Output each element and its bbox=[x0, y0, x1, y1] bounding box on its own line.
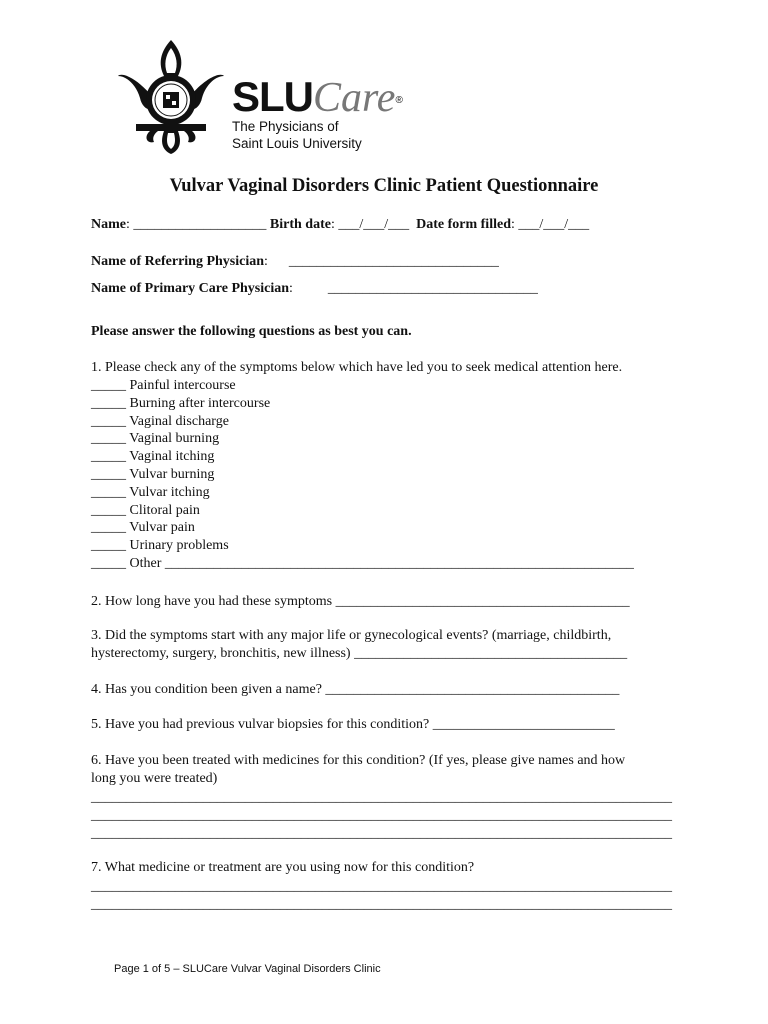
referring-physician-field[interactable]: : ______________________________ bbox=[264, 254, 499, 269]
symptom-item[interactable]: _____ Vaginal burning bbox=[91, 431, 220, 447]
symptom-item[interactable]: _____ Burning after intercourse bbox=[91, 395, 271, 411]
date-filled-label: Date form filled bbox=[416, 217, 511, 232]
symptom-item[interactable]: _____ Urinary problems bbox=[91, 538, 229, 554]
question-3-line-1: 3. Did the symptoms start with any major life or gynecological events? (marriage, childbirth, bbox=[91, 628, 612, 643]
question-4[interactable]: 4. Has you condition been given a name? __________________________________________ bbox=[91, 682, 620, 697]
brand-slu: SLU bbox=[232, 73, 313, 120]
birth-date-field[interactable]: : ___/___/___ bbox=[330, 217, 417, 232]
referring-physician-row bbox=[91, 253, 499, 270]
brand-wordmark bbox=[232, 73, 403, 121]
symptom-item-other[interactable]: _____ Other ___________________________________________________________________ bbox=[91, 555, 634, 571]
instructions: Please answer the following questions as best you can. bbox=[91, 324, 412, 339]
question-2[interactable]: 2. How long have you had these symptoms __________________________________________ bbox=[91, 594, 630, 609]
question-6-answer-line[interactable]: ___________________________________________________________________________________ bbox=[91, 790, 672, 805]
question-7-answer-line[interactable]: ___________________________________________________________________________________ bbox=[91, 879, 672, 894]
registered-mark: ® bbox=[395, 95, 403, 106]
symptom-item[interactable]: _____ Vaginal discharge bbox=[91, 413, 229, 429]
symptom-item[interactable]: _____ Painful intercourse bbox=[91, 378, 236, 393]
question-7-answer-line[interactable]: ___________________________________________________________________________________ bbox=[91, 897, 672, 912]
birth-date-label: Birth date bbox=[269, 217, 331, 232]
primary-physician-field[interactable]: : ______________________________ bbox=[289, 281, 538, 296]
patient-info-row bbox=[91, 216, 589, 233]
question-1: 1. Please check any of the symptoms below which have led you to seek medical attention here. bbox=[91, 360, 623, 375]
name-label: Name bbox=[91, 217, 126, 232]
symptom-item[interactable]: _____ Vulvar pain bbox=[91, 520, 195, 536]
referring-physician-label: Name of Referring Physician bbox=[91, 254, 265, 269]
question-6-answer-line[interactable]: ___________________________________________________________________________________ bbox=[91, 808, 672, 823]
form-title: Vulvar Vaginal Disorders Clinic Patient Questionnaire bbox=[169, 176, 599, 196]
tagline-line-1: The Physicians of bbox=[232, 119, 339, 134]
symptom-item[interactable]: _____ Vulvar itching bbox=[91, 484, 210, 500]
question-5[interactable]: 5. Have you had previous vulvar biopsies for this condition? __________________________ bbox=[91, 717, 615, 732]
tagline-line-2: Saint Louis University bbox=[232, 136, 362, 151]
symptom-item[interactable]: _____ Vulvar burning bbox=[91, 466, 215, 482]
primary-physician-label: Name of Primary Care Physician bbox=[91, 281, 290, 296]
question-3-line-2[interactable]: hysterectomy, surgery, bronchitis, new illness) _______________________________________ bbox=[91, 646, 628, 661]
symptom-item[interactable]: _____ Vaginal itching bbox=[91, 449, 215, 465]
fleur-de-lis-seal-icon bbox=[116, 38, 226, 156]
question-6-line-2: long you were treated) bbox=[91, 771, 218, 786]
brand-care: Care bbox=[313, 75, 396, 121]
primary-physician-row bbox=[91, 280, 538, 297]
symptom-item[interactable]: _____ Clitoral pain bbox=[91, 502, 200, 518]
question-6-line-1: 6. Have you been treated with medicines for this condition? (If yes, please give names and how bbox=[91, 753, 626, 768]
page-footer: Page 1 of 5 – SLUCare Vulvar Vaginal Disorders Clinic bbox=[114, 963, 381, 975]
question-7: 7. What medicine or treatment are you using now for this condition? bbox=[91, 860, 475, 875]
tagline bbox=[232, 118, 362, 152]
symptom-checklist bbox=[91, 377, 634, 573]
date-filled-field[interactable]: : ___/___/___ bbox=[510, 217, 590, 232]
question-6-answer-line[interactable]: ___________________________________________________________________________________ bbox=[91, 826, 672, 841]
name-field[interactable]: : ___________________ bbox=[126, 217, 270, 232]
